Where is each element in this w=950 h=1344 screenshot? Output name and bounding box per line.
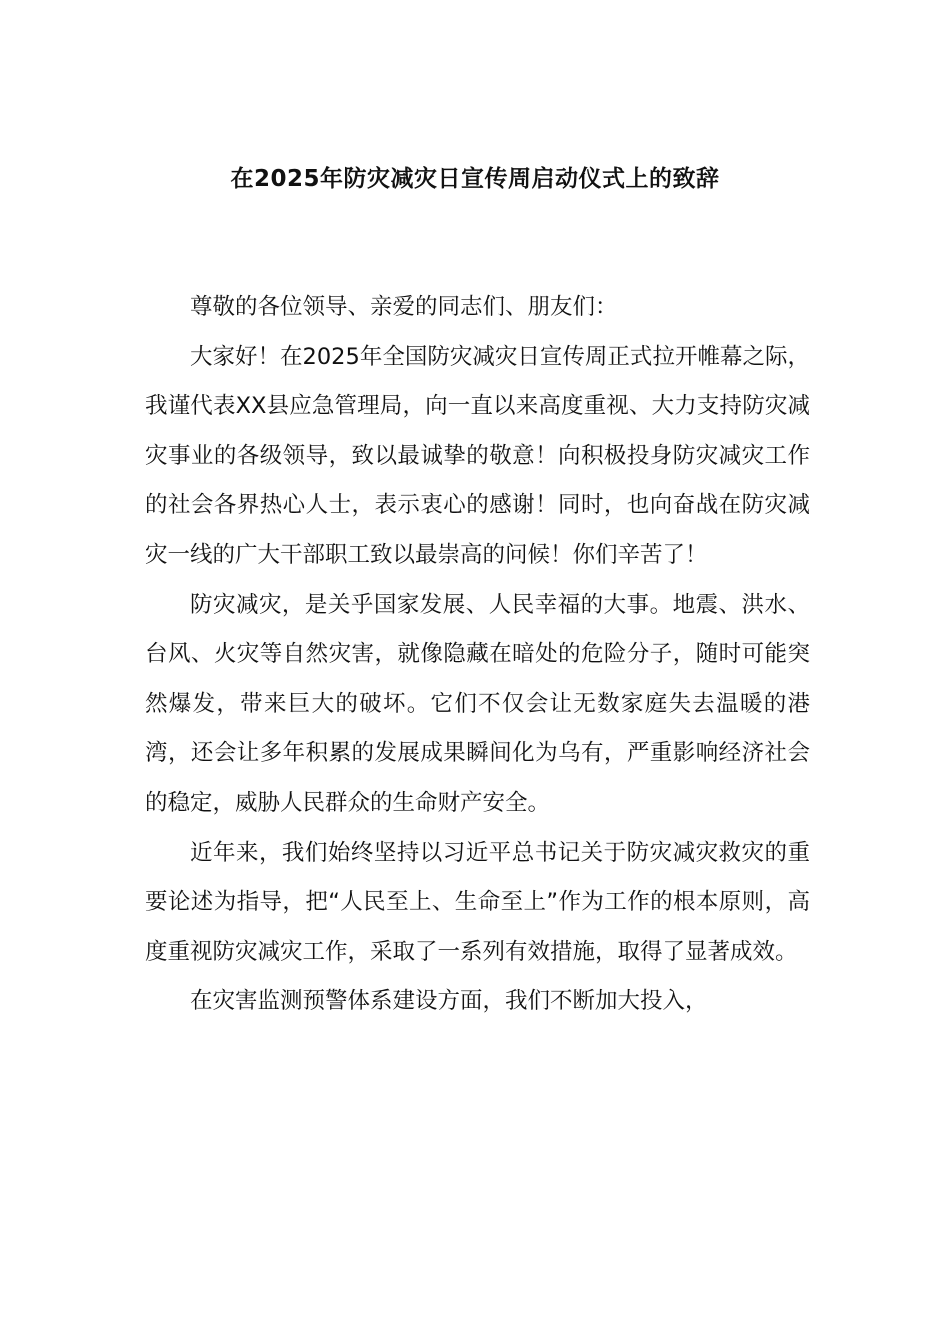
salutation-paragraph: 尊敬的各位领导、亲爱的同志们、朋友们：: [190, 294, 618, 320]
greeting-paragraph: 大家好！在2025年全国防灾减灾日宣传周正式拉开帷幕之际，我谨代表XX县应急管理局，向一直以来高度重视、大力支持防灾减灾事业的各级领导，致以最诚挚的敬意！向积极投身防灾减灾工作的社会各界热心人士，表示衷心的感谢！同时，也向奋战在防灾减灾一线的广大干部职工致以最崇高的问候！你们辛苦了！: [145, 343, 810, 568]
document-body: [145, 283, 810, 1027]
importance-paragraph: 防灾减灾，是关乎国家发展、人民幸福的大事。地震、洪水、台风、火灾等自然灾害，就像隐藏在暗处的危险分子，随时可能突然爆发，带来巨大的破坏。它们不仅会让无数家庭失去温暖的港湾，还会让多年积累的发展成果瞬间化为乌有，严重影响经济社会的稳定，威胁人民群众的生命财产安全。: [145, 591, 810, 816]
achievements-paragraph: 近年来，我们始终坚持以习近平总书记关于防灾减灾救灾的重要论述为指导，把“人民至上、生命至上”作为工作的根本原则，高度重视防灾减灾工作，采取了一系列有效措施，取得了显著成效。: [145, 839, 810, 965]
document-title: 在2025年防灾减灾日宣传周启动仪式上的致辞: [230, 166, 720, 192]
monitoring-paragraph: 在灾害监测预警体系建设方面，我们不断加大投入，: [190, 988, 708, 1015]
